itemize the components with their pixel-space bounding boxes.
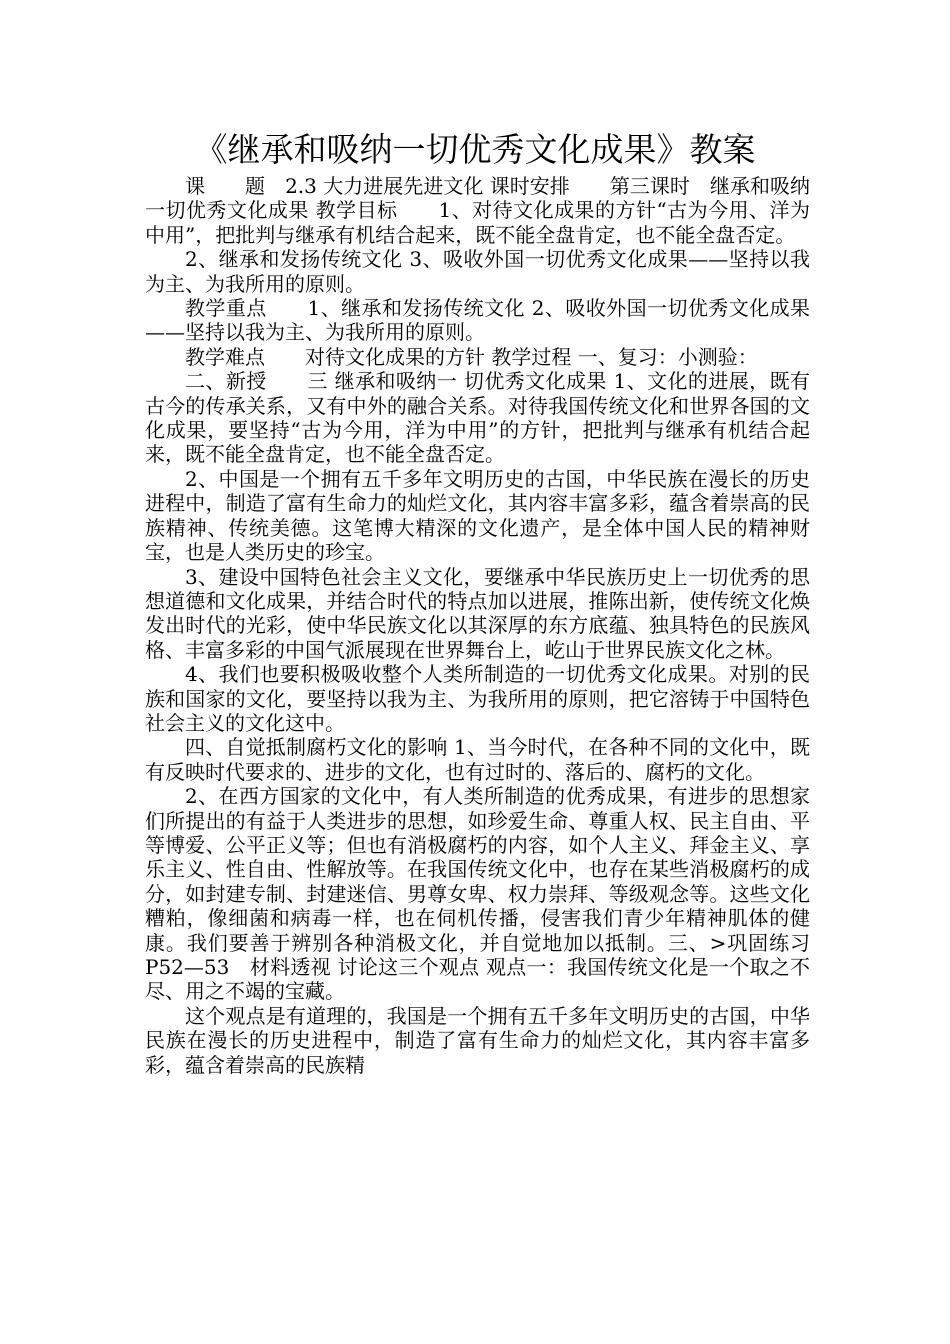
paragraph-socialist-culture: 3、建设中国特色社会主义文化，要继承中华民族历史上一切优秀的思想道德和文化成果，并结合时代的特点加以进展，推陈出新，使传统文化焕发出时代的光彩，使中华民族文化以其深厚的东方底蕴、独具特色的民族风格、丰富多彩的中国气派展现在世界舞台上，屹山于世界民族文化之林。 — [145, 564, 810, 662]
paragraph-foreign-culture: 4、我们也要积极吸收整个人类所制造的一切优秀文化成果。对别的民族和国家的文化，要坚持以我为主、为我所用的原则，把它溶铸于中国特色社会主义的文化这中。 — [145, 662, 810, 735]
document-body — [145, 174, 830, 1077]
paragraph-difficulties: 教学难点 对待文化成果的方针 教学过程 一、复习：小测验： — [185, 344, 758, 369]
paragraph-resist-decadent: 四、自觉抵制腐朽文化的影响 1、当今时代，在各种不同的文化中，既有反映时代要求的、进步的文化，也有过时的、落后的、腐朽的文化。 — [145, 735, 810, 784]
paragraph-lesson-info: 课 题 2.3 大力进展先进文化 课时安排 第三课时 继承和吸纳一切优秀文化成果 教学目标 1、对待文化成果的方针“古为今用、洋为中用”，把批判与继承有机结合起来，既不能全盘肯定，也不能全盘否定。 — [145, 174, 810, 247]
paragraph-objectives: 2、继承和发扬传统文化 3、吸收外国一切优秀文化成果——坚持以我为主、为我所用的原则。 — [145, 247, 810, 296]
paragraph-key-points: 教学重点 1、继承和发扬传统文化 2、吸收外国一切优秀文化成果——坚持以我为主、为我所用的原则。 — [145, 296, 810, 345]
paragraph-viewpoint-one: 这个观点是有道理的，我国是一个拥有五千多年文明历史的古国，中华民族在漫长的历史进程中，制造了富有生命力的灿烂文化，其内容丰富多彩，蕴含着崇高的民族精 — [145, 1003, 810, 1077]
paragraph-new-lesson: 二、新授 三 继承和吸纳一 切优秀文化成果 1、文化的进展，既有古今的传承关系，又有中外的融合关系。对待我国传统文化和世界各国的文化成果，要坚持“古为今用，洋为中用”的方针，把批判与继承有机结合起来，既不能全盘肯定，也不能全盘否定。 — [145, 369, 810, 467]
paragraph-chinese-culture: 2、中国是一个拥有五千多年文明历史的古国，中华民族在漫长的历史进程中，制造了富有生命力的灿烂文化，其内容丰富多彩，蕴含着崇高的民族精神、传统美德。这笔博大精深的文化遗产，是全体中国人民的精神财宝，也是人类历史的珍宝。 — [145, 466, 810, 565]
document-title: 《继承和吸纳一切优秀文化成果》教案 — [194, 130, 756, 169]
paragraph-western-culture: 2、在西方国家的文化中，有人类所制造的优秀成果，有进步的思想家们所提出的有益于人类进步的思想，如珍爱生命、尊重人权、民主自由、平等博爱、公平正义等；但也有消极腐朽的内容，如个人主义、拜金主义、享乐主义、性自由、性解放等。在我国传统文化中，也存在某些消极腐朽的成分，如封建专制、封建迷信、男尊女卑、权力崇拜、等级观念等。这些文化糟粕，像细菌和病毒一样，也在伺机传播，侵害我们青少年精神肌体的健康。我们要善于辨别各种消极文化，并自觉地加以抵制。三、>巩固练习 P52—53 材料透视 讨论这三个观点 观点一：我国传统文化是一个取之不尽、用之不竭的宝藏。 — [145, 784, 830, 1004]
